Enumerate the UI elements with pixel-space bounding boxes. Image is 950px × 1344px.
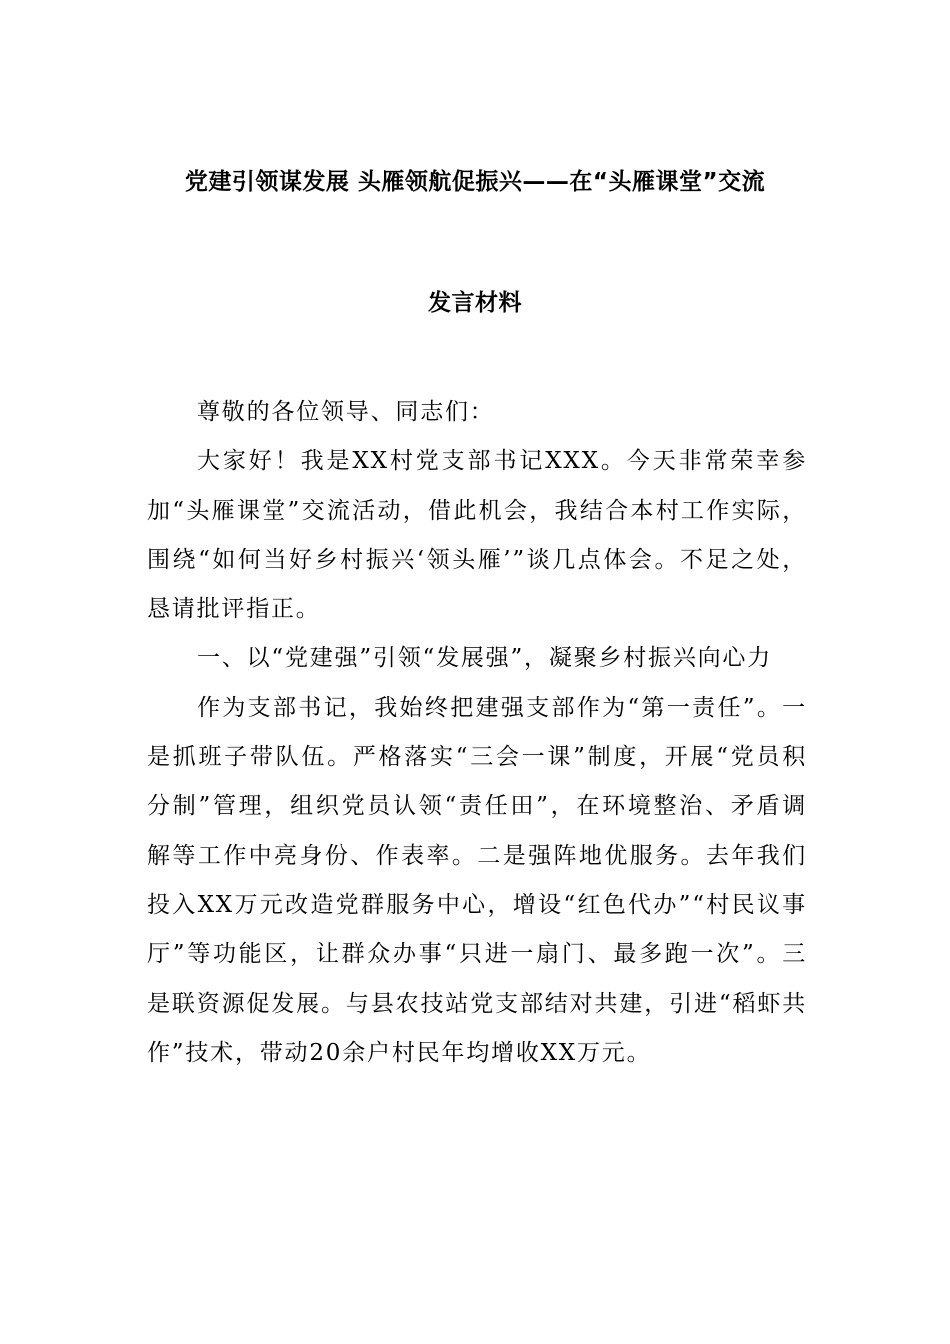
salutation-paragraph: 尊敬的各位领导、同志们：	[197, 399, 495, 425]
document-body	[147, 388, 807, 1078]
section-heading-1: 一、以“党建强”引领“发展强”，凝聚乡村振兴向心力	[197, 645, 773, 672]
document-title-line-1: 党建引领谋发展 头雁领航促振兴——在“头雁课堂”交流	[184, 169, 766, 195]
document-title-line-2: 发言材料	[428, 290, 522, 316]
opening-paragraph: 大家好！我是XX村党支部书记XXX。今天非常荣幸参加“头雁课堂”交流活动，借此机会，我结合本村工作实际，围绕“如何当好乡村振兴‘领头雁’”谈几点体会。不足之处，恳请批评指正。	[147, 448, 807, 623]
section-1-paragraph: 作为支部书记，我始终把建强支部作为“第一责任”。一是抓班子带队伍。严格落实“三会一课”制度，开展“党员积分制”管理，组织党员认领“责任田”，在环境整治、矛盾调解等工作中亮身份、作表率。二是强阵地优服务。去年我们投入XX万元改造党群服务中心，增设“红色代办”“村民议事厅”等功能区，让群众办事“只进一扇门、最多跑一次”。三是联资源促发展。与县农技站党支部结对共建，引进“稻虾共作”技术，带动20余户村民年均增收XX万元。	[147, 694, 807, 1066]
